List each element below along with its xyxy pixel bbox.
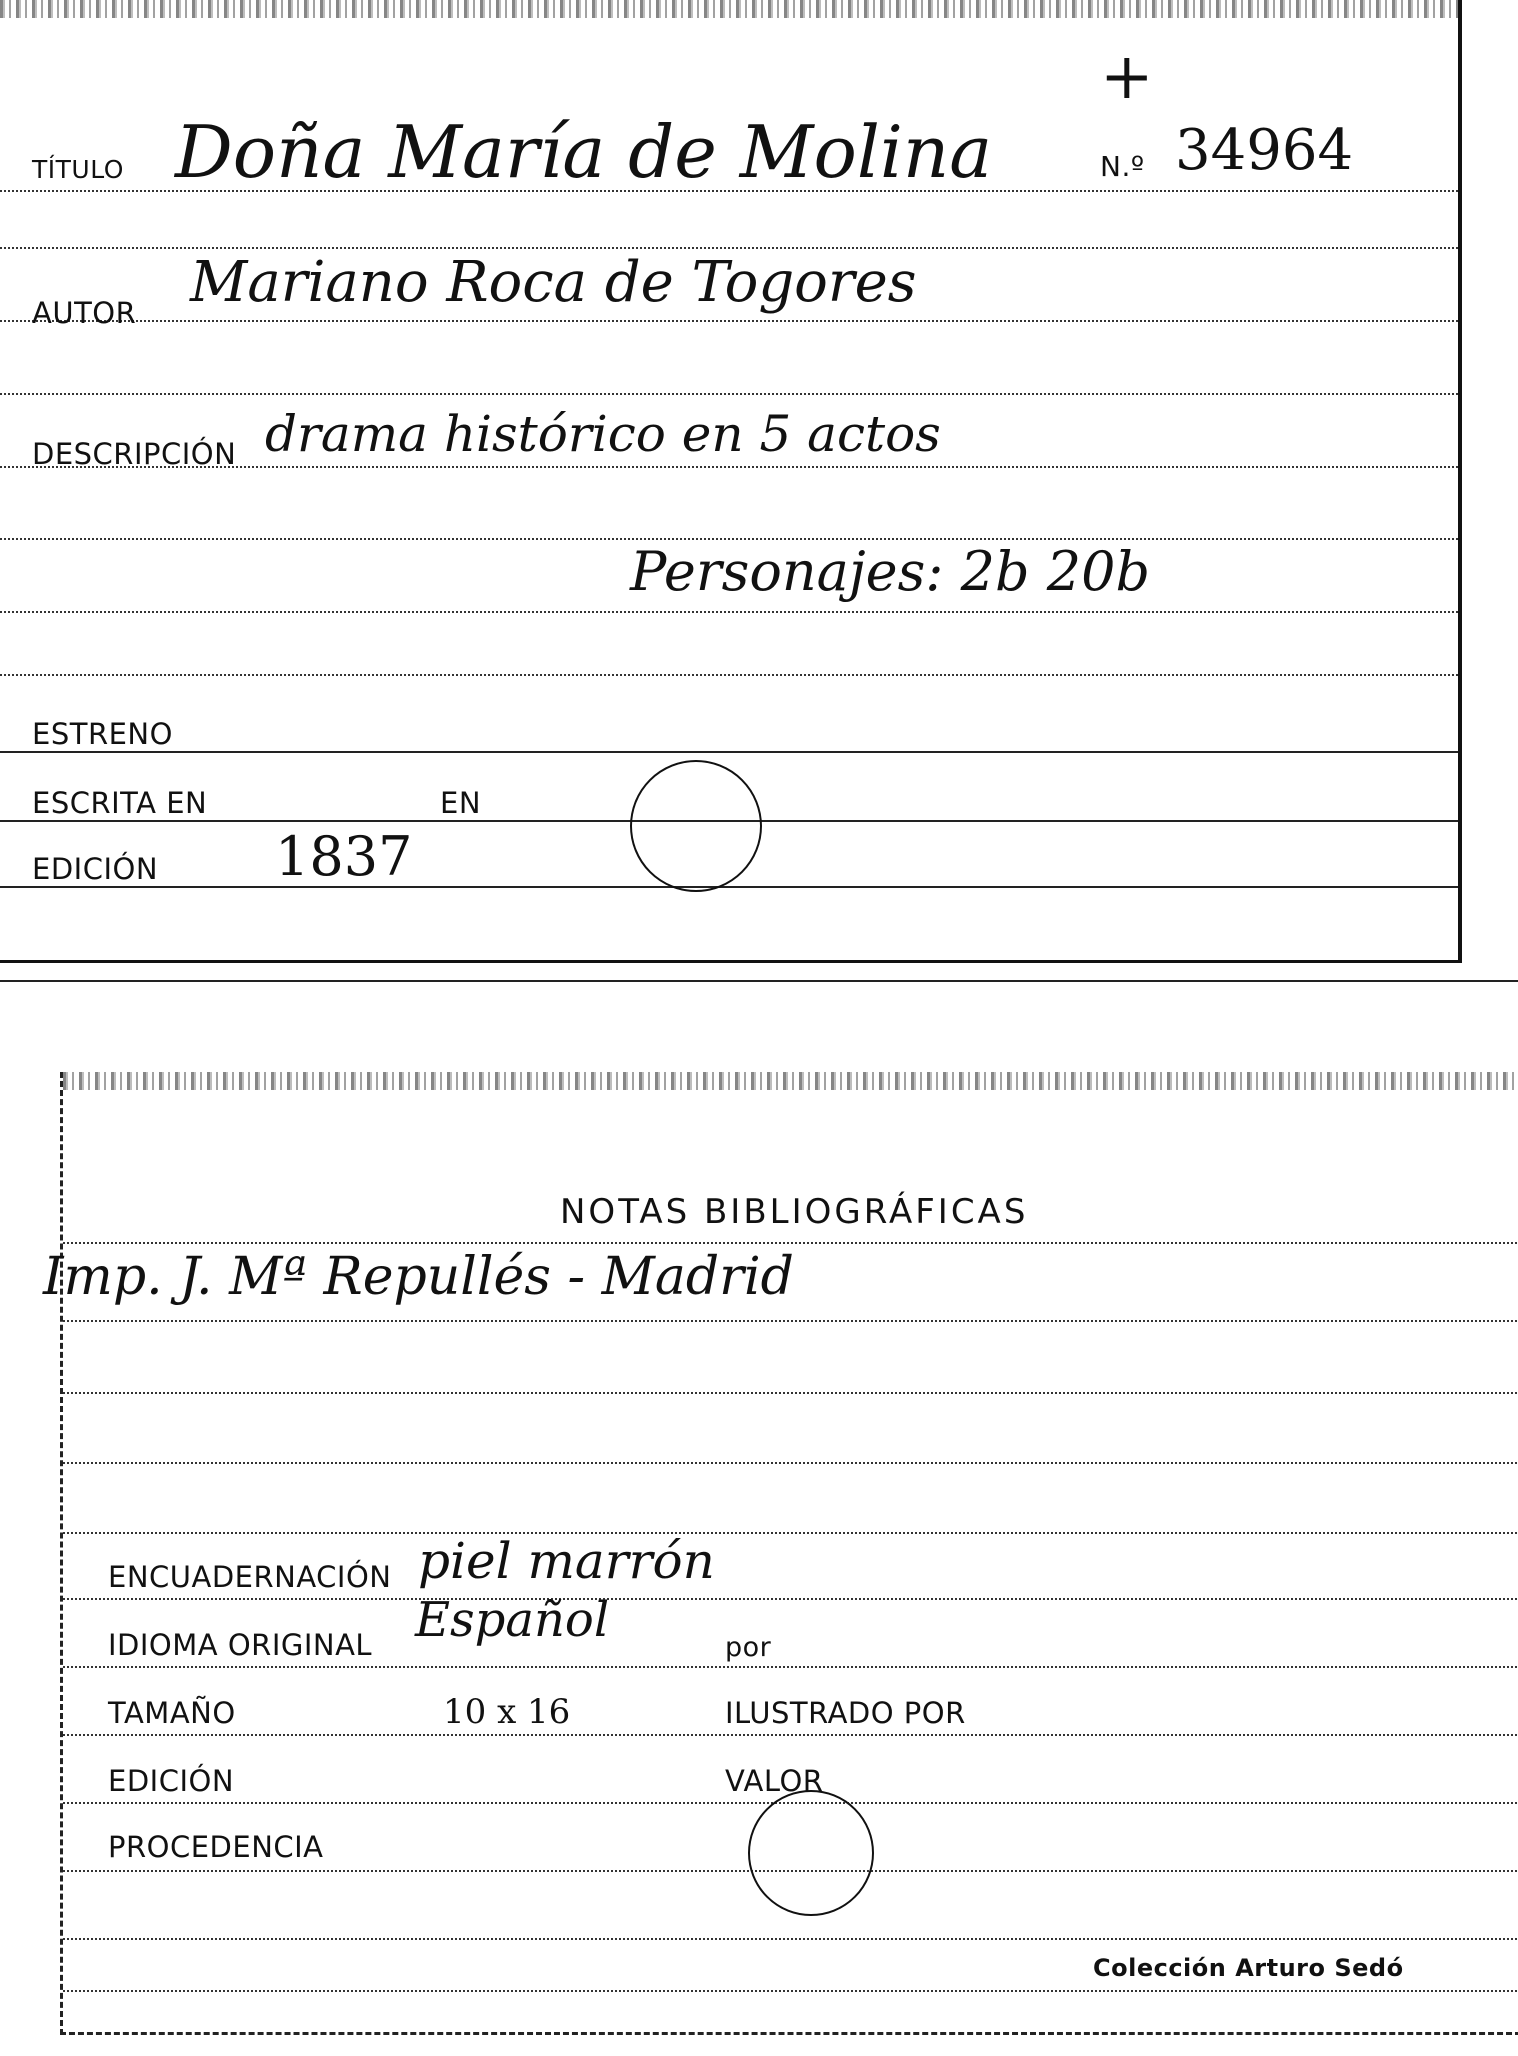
personajes-value: Personajes: 2b 20b	[630, 540, 1151, 603]
ruled-line	[0, 611, 1458, 613]
descripcion-label: DESCRIPCIÓN	[32, 437, 237, 471]
titulo-value: Doña María de Molina	[175, 110, 993, 194]
notas-value: Imp. J. Mª Repullés - Madrid	[43, 1247, 794, 1307]
tamano-label: TAMAÑO	[108, 1696, 236, 1730]
ruled-line	[0, 886, 1458, 888]
tamano-value: 10 x 16	[443, 1692, 571, 1732]
valor-label: VALOR	[725, 1764, 824, 1798]
ruled-line	[63, 1598, 1518, 1600]
page-divider	[0, 980, 1518, 982]
ruled-line	[63, 1462, 1518, 1464]
descripcion-value: drama histórico en 5 actos	[265, 405, 941, 463]
ruled-line	[63, 1938, 1518, 1940]
card-top-edge	[0, 0, 1458, 18]
edicion-label: EDICIÓN	[32, 852, 159, 886]
ruled-line	[0, 674, 1458, 676]
catalog-card-front	[0, 0, 1462, 963]
ruled-line	[63, 1734, 1518, 1736]
card-top-edge	[63, 1072, 1518, 1090]
cross-mark: +	[1100, 40, 1154, 114]
ruled-line	[0, 751, 1458, 753]
en-label: EN	[440, 786, 482, 820]
titulo-label: TÍTULO	[32, 155, 124, 184]
catalog-card-back	[43, 1072, 1518, 2035]
ruled-line	[63, 1242, 1518, 1244]
stamp-circle	[748, 1790, 874, 1916]
edicion-label-back: EDICIÓN	[108, 1764, 235, 1798]
estreno-label: ESTRENO	[32, 717, 173, 751]
ruled-line	[63, 1320, 1518, 1322]
ruled-line	[63, 1392, 1518, 1394]
coleccion-label: Colección Arturo Sedó	[1093, 1954, 1404, 1982]
ruled-line	[63, 1532, 1518, 1534]
ruled-line	[0, 320, 1458, 322]
por-label: por	[725, 1632, 772, 1663]
ruled-line	[63, 1990, 1518, 1992]
autor-label: AUTOR	[32, 296, 137, 330]
encuadernacion-value: piel marrón	[418, 1532, 715, 1590]
ruled-line	[63, 1666, 1518, 1668]
procedencia-label: PROCEDENCIA	[108, 1830, 324, 1864]
idioma-value: Español	[415, 1592, 610, 1648]
numero-label: N.º	[1100, 150, 1145, 183]
ruled-line	[0, 393, 1458, 395]
ilustrado-label: ILUSTRADO POR	[725, 1696, 966, 1730]
edicion-value: 1837	[275, 825, 413, 888]
stamp-circle	[630, 760, 762, 892]
numero-value: 34964	[1175, 118, 1354, 183]
encuadernacion-label: ENCUADERNACIÓN	[108, 1560, 392, 1594]
autor-value: Mariano Roca de Togores	[190, 250, 917, 315]
escrita-en-label: ESCRITA EN	[32, 786, 208, 820]
ruled-line	[0, 247, 1458, 249]
notas-heading: NOTAS BIBLIOGRÁFICAS	[560, 1192, 1029, 1232]
idioma-label: IDIOMA ORIGINAL	[108, 1628, 373, 1662]
